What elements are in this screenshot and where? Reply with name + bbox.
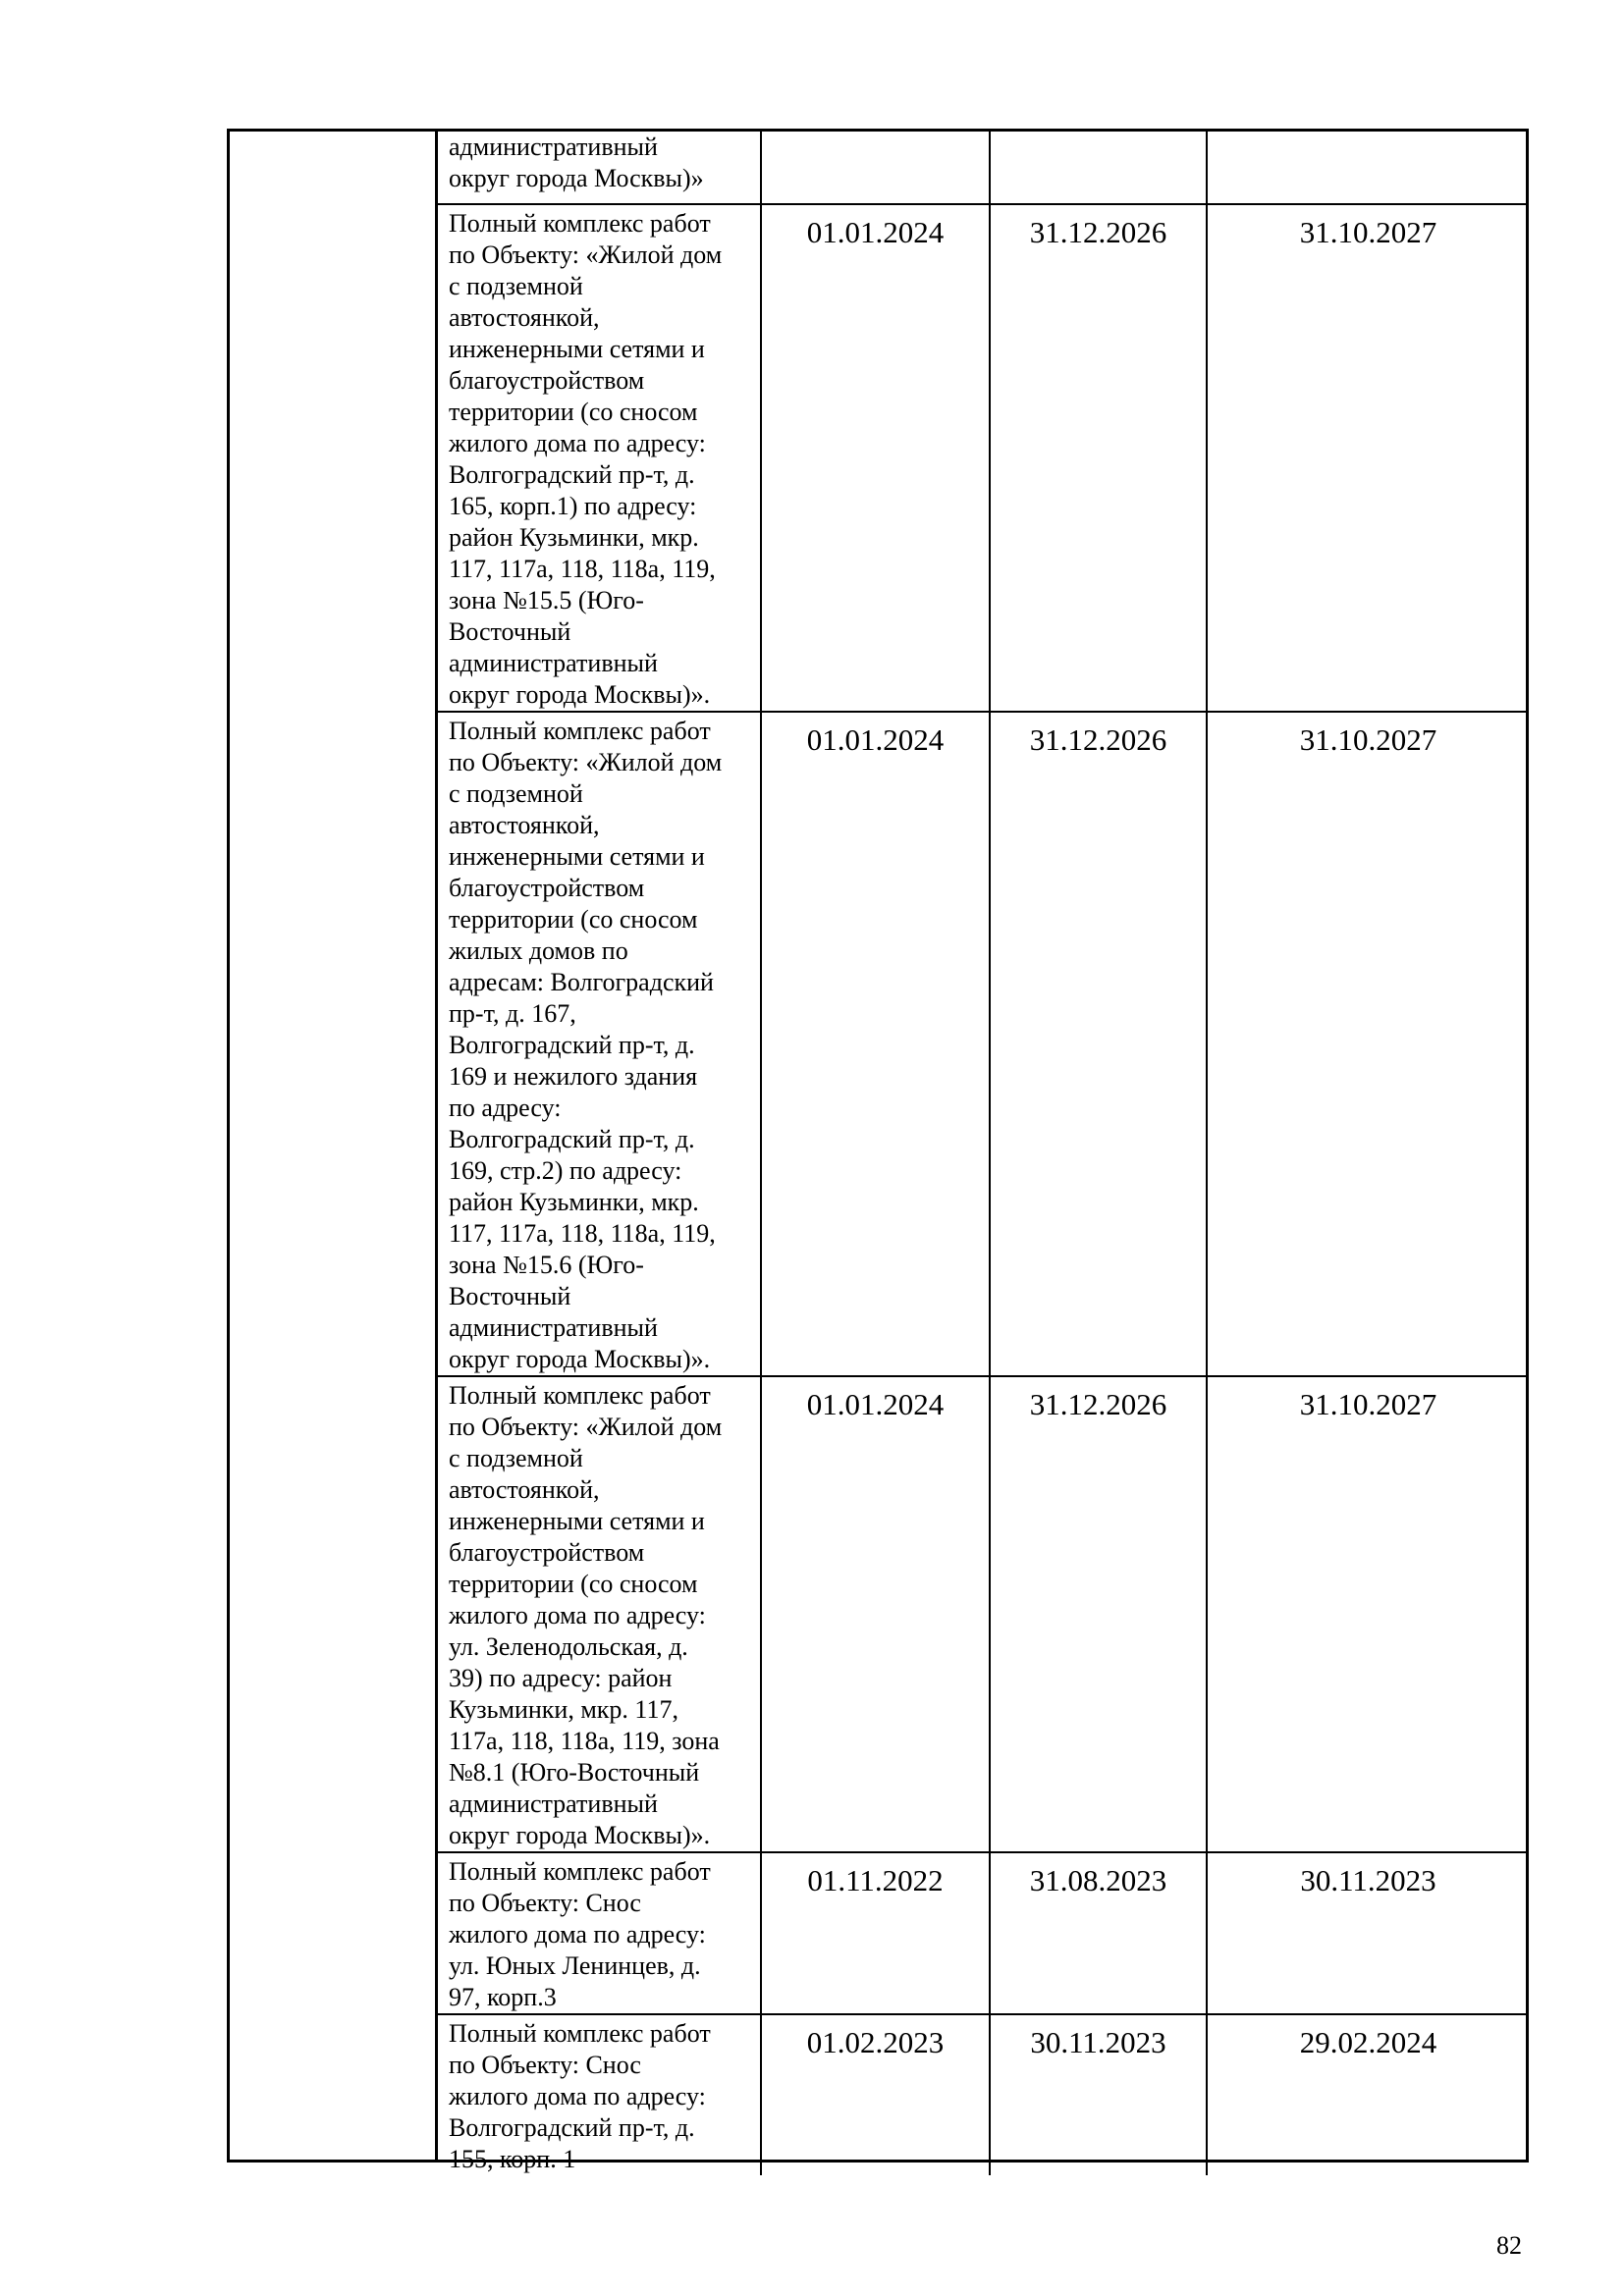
end-date: 31.12.2026 bbox=[1029, 722, 1167, 757]
start-date bbox=[762, 129, 989, 136]
work-description: административный округ города Москвы)» bbox=[449, 133, 704, 192]
end-date-cell bbox=[990, 1376, 1207, 1852]
end-date-cell bbox=[990, 712, 1207, 1376]
table-row bbox=[435, 204, 1529, 712]
deadline-date: 29.02.2024 bbox=[1299, 2025, 1437, 2059]
end-date bbox=[991, 129, 1206, 136]
deadline-date: 31.10.2027 bbox=[1299, 722, 1437, 757]
work-description-cell bbox=[435, 129, 761, 204]
end-date-cell bbox=[990, 1852, 1207, 2014]
start-date-cell bbox=[761, 712, 990, 1376]
work-description: Полный комплекс работ по Объекту: Снос жилого дома по адресу: ул. Юных Ленинцев, д. 97, корп.3 bbox=[449, 1857, 711, 2011]
deadline-date bbox=[1208, 129, 1529, 136]
work-description: Полный комплекс работ по Объекту: «Жилой дом с подземной автостоянкой, инженерными сетями и благоустройством территории (со сносом жилого дома по адресу: Волгоградский пр-т, д. 165, корп.1) по адресу: район Кузьминки, мкр. 117, 117а, 118, 118а, 119, зона №15.5 (Юго- Восточный административный округ города Москвы)». bbox=[449, 209, 723, 709]
work-description-cell bbox=[435, 712, 761, 1376]
end-date: 31.12.2026 bbox=[1029, 215, 1167, 249]
deadline-date: 30.11.2023 bbox=[1300, 1863, 1436, 1897]
table-row bbox=[435, 712, 1529, 1376]
work-description: Полный комплекс работ по Объекту: Снос жилого дома по адресу: Волгоградский пр-т, д. 155, корп. 1 bbox=[449, 2019, 711, 2173]
start-date: 01.11.2022 bbox=[807, 1863, 944, 1897]
work-description: Полный комплекс работ по Объекту: «Жилой дом с подземной автостоянкой, инженерными сетями и благоустройством территории (со сносом жилых домов по адресам: Волгоградский пр-т, д. 167, Волгоградский пр-т, д. 169 и нежилого здания по адресу: Волгоградский пр-т, д. 169, стр.2) по адресу: район Кузьминки, мкр. 117, 117а, 118, 118а, 119, зона №15.6 (Юго- Восточный административный округ города Москвы)». bbox=[449, 717, 723, 1373]
work-description-cell bbox=[435, 1376, 761, 1852]
end-date-cell bbox=[990, 204, 1207, 712]
start-date: 01.01.2024 bbox=[806, 722, 945, 757]
start-date-cell bbox=[761, 1376, 990, 1852]
end-date: 30.11.2023 bbox=[1030, 2025, 1166, 2059]
works-schedule-table bbox=[435, 129, 1529, 2175]
page-number: 82 bbox=[1496, 2231, 1522, 2260]
table-row bbox=[435, 1852, 1529, 2014]
end-date-cell bbox=[990, 2014, 1207, 2175]
work-description-cell bbox=[435, 204, 761, 712]
table-row bbox=[435, 129, 1529, 204]
deadline-date: 31.10.2027 bbox=[1299, 215, 1437, 249]
table-row bbox=[435, 1376, 1529, 1852]
start-date-cell bbox=[761, 1852, 990, 2014]
work-description: Полный комплекс работ по Объекту: «Жилой дом с подземной автостоянкой, инженерными сетями и благоустройством территории (со сносом жилого дома по адресу: ул. Зеленодольская, д. 39) по адресу: район Кузьминки, мкр. 117, 117а, 118, 118а, 119, зона №8.1 (Юго-Восточный административный округ города Москвы)». bbox=[449, 1381, 723, 1849]
start-date: 01.01.2024 bbox=[806, 1387, 945, 1421]
start-date: 01.02.2023 bbox=[806, 2025, 945, 2059]
table-row bbox=[435, 2014, 1529, 2175]
start-date-cell bbox=[761, 204, 990, 712]
end-date-cell bbox=[990, 129, 1207, 204]
start-date-cell bbox=[761, 129, 990, 204]
start-date: 01.01.2024 bbox=[806, 215, 945, 249]
deadline-date-cell bbox=[1207, 712, 1529, 1376]
work-description-cell bbox=[435, 1852, 761, 2014]
start-date-cell bbox=[761, 2014, 990, 2175]
deadline-date-cell bbox=[1207, 1376, 1529, 1852]
end-date: 31.08.2023 bbox=[1029, 1863, 1167, 1897]
work-description-cell bbox=[435, 2014, 761, 2175]
deadline-date-cell bbox=[1207, 129, 1529, 204]
end-date: 31.12.2026 bbox=[1029, 1387, 1167, 1421]
deadline-date-cell bbox=[1207, 1852, 1529, 2014]
deadline-date-cell bbox=[1207, 204, 1529, 712]
deadline-date-cell bbox=[1207, 2014, 1529, 2175]
deadline-date: 31.10.2027 bbox=[1299, 1387, 1437, 1421]
